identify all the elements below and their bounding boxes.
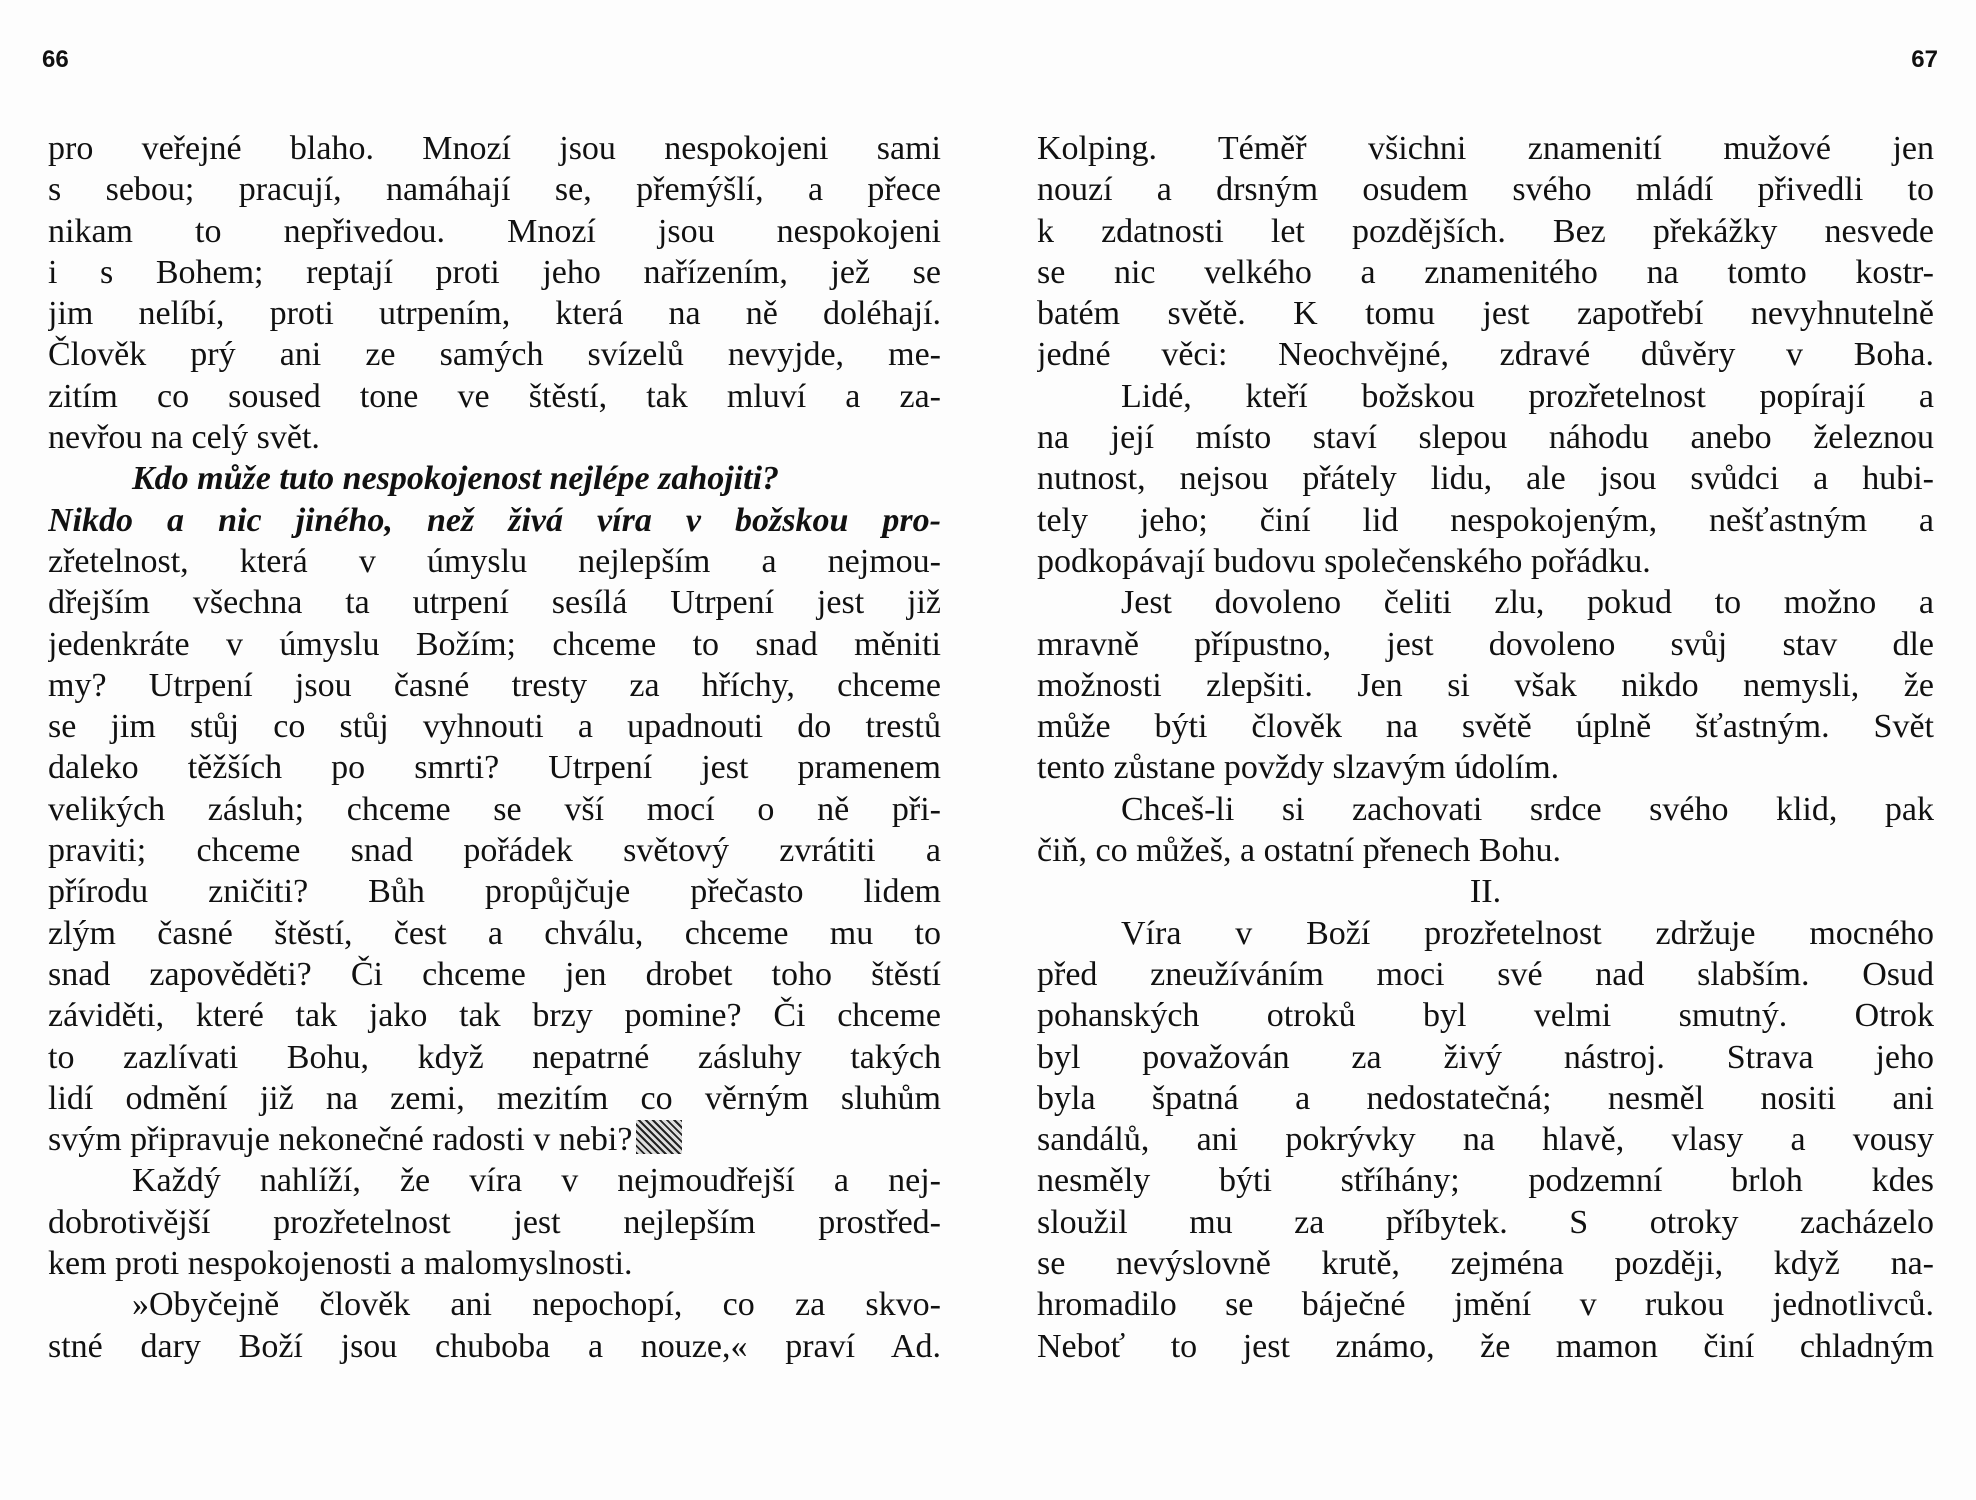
text-line [48, 789, 941, 830]
printed-ornament [636, 1120, 682, 1154]
text-line-content: Kdo může tuto nespokojenost nejlépe zahojiti? [132, 460, 780, 498]
text-line [1037, 830, 1934, 871]
text-line [1037, 293, 1934, 334]
text-line [48, 706, 941, 747]
text-line-content: i s Bohem; reptají proti jeho nařízením, jež se [48, 253, 941, 291]
page-number-right: 67 [1911, 46, 1938, 73]
text-line [48, 1202, 941, 1243]
text-line-content: stné dary Boží jsou chuboba a nouze,« praví Ad. [48, 1327, 941, 1365]
text-line-content: s sebou; pracují, namáhají se, přemýšlí, a přece [48, 171, 941, 209]
text-line [1037, 128, 1934, 169]
text-line [1037, 417, 1934, 458]
text-line [48, 624, 941, 665]
text-line-content: Lidé, kteří božskou prozřetelnost popírají a [1121, 377, 1934, 415]
text-line-content: dobrotivější prozřetelnost jest nejlepším prostřed- [48, 1203, 941, 1241]
text-line [48, 1119, 941, 1160]
text-line-content: zitím co soused tone ve štěstí, tak mluví a za- [48, 377, 941, 415]
text-line [1037, 211, 1934, 252]
text-line [48, 376, 941, 417]
left-text-block [48, 128, 941, 1367]
text-line-content: »Obyčejně člověk ani nepochopí, co za skvo- [132, 1286, 941, 1324]
text-line-content: Každý nahlíží, že víra v nejmoudřejší a nej- [132, 1162, 941, 1200]
text-line [48, 871, 941, 912]
text-line [1037, 1243, 1934, 1284]
text-line-content: zlým časné štěstí, čest a chválu, chceme mu to [48, 914, 941, 952]
text-line-content: Jest dovoleno čeliti zlu, pokud to možno a [1121, 584, 1934, 622]
text-line-content: nikam to nepřivedou. Mnozí jsou nespokojeni [48, 212, 941, 250]
text-line [48, 211, 941, 252]
text-line [1037, 1078, 1934, 1119]
text-line-content: dřejším všechna ta utrpení sesílá Utrpení jest již [48, 584, 941, 622]
text-line-content: k zdatnosti let pozdějších. Bez překážky nesvede [1037, 212, 1934, 250]
text-line-content: může býti člověk na světě úplně šťastným. Svět [1037, 708, 1934, 746]
text-line [48, 417, 941, 458]
text-line-content: jedné věci: Neochvějné, zdravé důvěry v Boha. [1037, 336, 1934, 374]
text-line [48, 1243, 941, 1284]
text-line [1037, 1284, 1934, 1325]
text-line-content: hromadilo se báječné jmění v rukou jednotlivců. [1037, 1286, 1934, 1324]
text-line [1037, 376, 1934, 417]
text-line [48, 582, 941, 623]
text-line [1037, 169, 1934, 210]
text-line [48, 665, 941, 706]
text-line-content: na její místo staví slepou náhodu anebo železnou [1037, 419, 1934, 457]
text-line-content: se nevýslovně krutě, zejména později, když na- [1037, 1245, 1934, 1283]
text-line [1037, 995, 1934, 1036]
text-line-content: jim nelíbí, proti utrpením, která na ně doléhají. [48, 295, 941, 333]
text-line [48, 1160, 941, 1201]
text-line-content: se jim stůj co stůj vyhnouti a upadnouti do trestů [48, 708, 941, 746]
text-line-content: byla špatná a nedostatečná; nesměl nositi ani [1037, 1079, 1934, 1117]
text-line-content: se nic velkého a znamenitého na tomto kostr- [1037, 253, 1934, 291]
text-line [48, 830, 941, 871]
text-line-content: byl považován za živý nástroj. Strava jeho [1037, 1038, 1934, 1076]
text-line [48, 1037, 941, 1078]
text-line [48, 747, 941, 788]
text-line-content: tento zůstane povždy slzavým údolím. [1037, 749, 1560, 787]
text-line-content: snad zapověděti? Či chceme jen drobet toho štěstí [48, 955, 941, 993]
page-number-left: 66 [42, 46, 69, 73]
text-line [48, 913, 941, 954]
text-line-content: Víra v Boží prozřetelnost zdržuje mocného [1121, 914, 1934, 952]
text-line-content: nutnost, nejsou přátely lidu, ale jsou svůdci a hubi- [1037, 460, 1934, 498]
text-line [1037, 1160, 1934, 1201]
text-line-content: jedenkráte v úmyslu Božím; chceme to snad měniti [48, 625, 941, 663]
right-text-block [1037, 128, 1934, 1367]
text-line-content: Chceš-li si zachovati srdce svého klid, pak [1121, 790, 1934, 828]
text-line-content: možnosti zlepšiti. Jen si však nikdo nemysli, že [1037, 666, 1934, 704]
text-line-content: zřetelnost, která v úmyslu nejlepším a nejmou- [48, 542, 941, 580]
text-line-content: my? Utrpení jsou časné tresty za hříchy, chceme [48, 666, 941, 704]
text-line-content: praviti; chceme snad pořádek světový zvrátiti a [48, 832, 941, 870]
text-line [1037, 334, 1934, 375]
text-line [48, 128, 941, 169]
text-line-content: čiň, co můžeš, a ostatní přenech Bohu. [1037, 832, 1562, 870]
text-line-content: velikých zásluh; chceme se vší mocí o ně při- [48, 790, 941, 828]
text-line-content: daleko těžších po smrti? Utrpení jest pramenem [48, 749, 941, 787]
text-line [1037, 1119, 1934, 1160]
text-line [48, 500, 941, 541]
text-line [1037, 582, 1934, 623]
text-line [1037, 871, 1934, 912]
text-line-content: mravně přípustno, jest dovoleno svůj stav dle [1037, 625, 1934, 663]
text-line-content: nevřou na celý svět. [48, 419, 320, 457]
right-page [988, 0, 1976, 1500]
text-line [1037, 954, 1934, 995]
text-line-content: přírodu zničiti? Bůh propůjčuje přečasto lidem [48, 873, 941, 911]
text-line-content: lidí odmění již na zemi, mezitím co věrným sluhům [48, 1079, 941, 1117]
text-line [1037, 1202, 1934, 1243]
text-line-content: pro veřejné blaho. Mnozí jsou nespokojeni sami [48, 130, 941, 167]
text-line-content: tely jeho; činí lid nespokojeným, nešťastným a [1037, 501, 1934, 539]
text-line [48, 954, 941, 995]
text-line-content: pohanských otroků byl velmi smutný. Otrok [1037, 997, 1934, 1035]
text-line [48, 334, 941, 375]
text-line [1037, 500, 1934, 541]
text-line [48, 252, 941, 293]
text-line [1037, 624, 1934, 665]
text-line-content: Člověk prý ani ze samých svízelů nevyjde, me- [48, 336, 941, 374]
text-line [48, 1078, 941, 1119]
text-line [1037, 252, 1934, 293]
text-line-content: sandálů, ani pokrývky na hlavě, vlasy a vousy [1037, 1121, 1934, 1159]
text-line [1037, 706, 1934, 747]
text-line-content: II. [1469, 873, 1502, 911]
text-line-content: to zazlívati Bohu, když nepatrné zásluhy takých [48, 1038, 941, 1076]
text-line-content: podkopávají budovu společenského pořádku. [1037, 542, 1651, 580]
text-line [48, 293, 941, 334]
text-line-content: Neboť to jest známo, že mamon činí chladným [1037, 1327, 1934, 1365]
text-line-content: batém světě. K tomu jest zapotřebí nevyhnutelně [1037, 295, 1934, 333]
text-line [1037, 458, 1934, 499]
text-line-content: Kolping. Téměř všichni znamenití mužové jen [1037, 130, 1934, 167]
text-line [1037, 1037, 1934, 1078]
text-line-content: nouzí a drsným osudem svého mládí přivedli to [1037, 171, 1934, 209]
text-line [48, 995, 941, 1036]
text-line [48, 458, 941, 499]
text-line [1037, 913, 1934, 954]
text-line [1037, 747, 1934, 788]
text-line-content: před zneužíváním moci své nad slabším. Osud [1037, 955, 1934, 993]
text-line-content: nesměly býti stříhány; podzemní brloh kdes [1037, 1162, 1934, 1200]
text-line [48, 541, 941, 582]
text-line-content: svým připravuje nekonečné radosti v nebi? [48, 1121, 633, 1159]
text-line [1037, 789, 1934, 830]
text-line [1037, 541, 1934, 582]
text-line [48, 169, 941, 210]
text-line-content: sloužil mu za příbytek. S otroky zacházelo [1037, 1203, 1934, 1241]
text-line-content: kem proti nespokojenosti a malomyslnosti. [48, 1245, 633, 1283]
text-line [48, 1284, 941, 1325]
text-line [1037, 665, 1934, 706]
text-line-content: záviděti, které tak jako tak brzy pomine? Či chceme [48, 997, 941, 1035]
text-line [1037, 1326, 1934, 1367]
text-line-content: Nikdo a nic jiného, než živá víra v božskou pro- [48, 501, 941, 539]
text-line [48, 1326, 941, 1367]
